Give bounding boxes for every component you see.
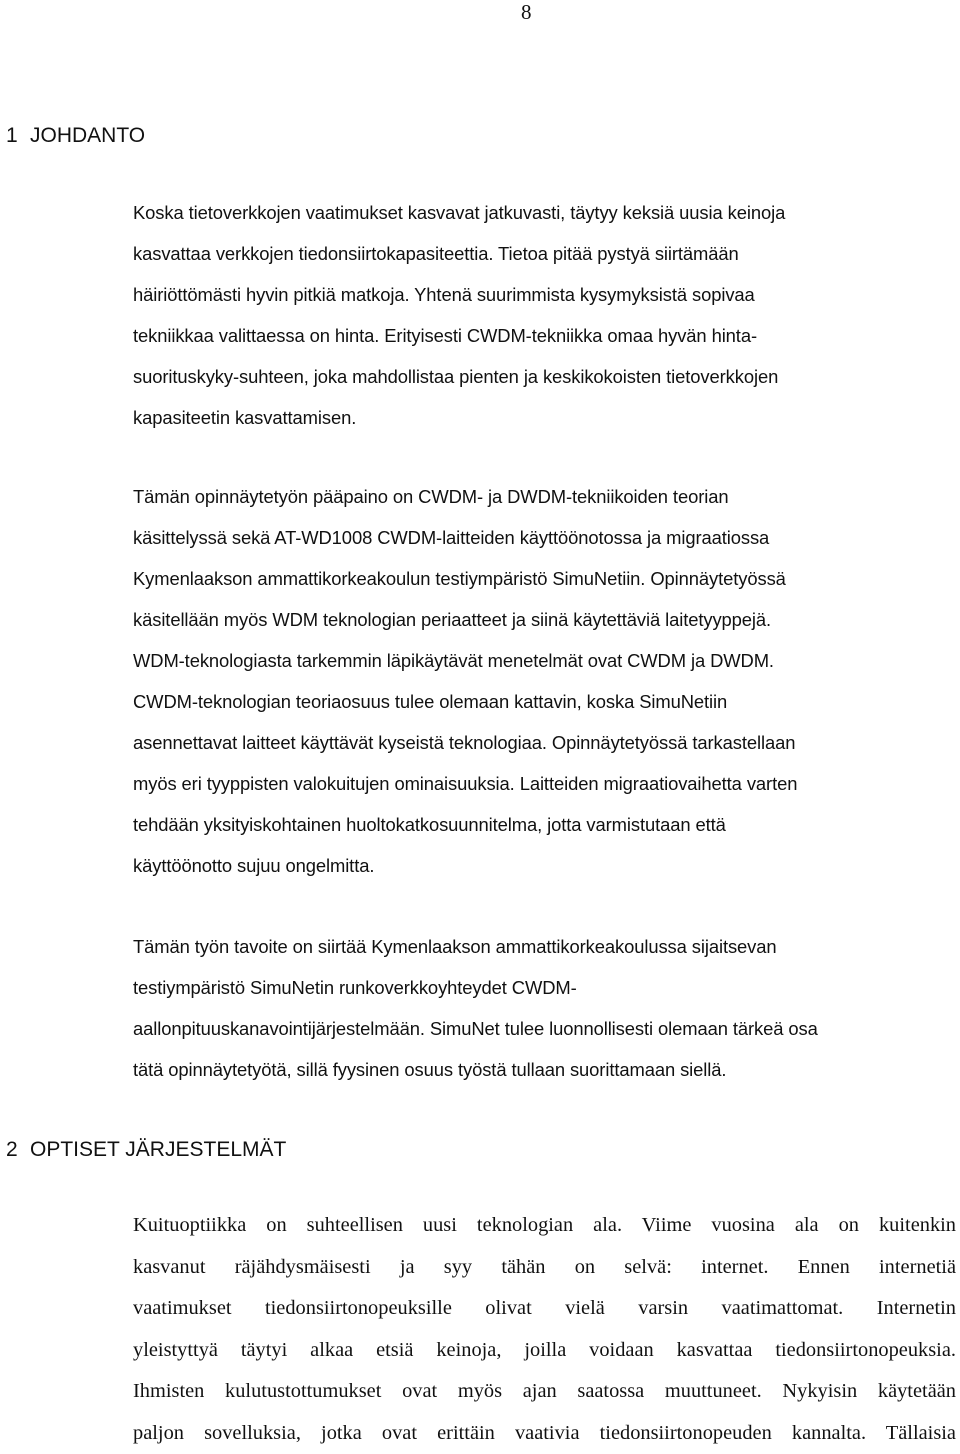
- text-line: myös eri tyyppisten valokuitujen ominaisuuksia. Laitteiden migraatiovaihetta varten: [133, 763, 797, 804]
- page-number: 8: [521, 2, 532, 23]
- section-number: 2: [6, 1139, 30, 1160]
- section-heading-2: [6, 1139, 286, 1160]
- text-line: kapasiteetin kasvattamisen.: [133, 397, 785, 438]
- text-line: käsittelyssä sekä AT-WD1008 CWDM-laitteiden käyttöönotossa ja migraatiossa: [133, 517, 797, 558]
- text-line: Tämän työn tavoite on siirtää Kymenlaakson ammattikorkeakoulussa sijaitsevan: [133, 926, 818, 967]
- text-line: käsitellään myös WDM teknologian periaatteet ja siinä käytettäviä laitetyyppejä.: [133, 599, 797, 640]
- paragraph-4: [133, 1205, 956, 1454]
- text-line: Tämän opinnäytetyön pääpaino on CWDM- ja DWDM-tekniikoiden teorian: [133, 476, 797, 517]
- section-title: JOHDANTO: [30, 124, 145, 147]
- section-heading-1: [6, 125, 145, 146]
- text-line: paljon sovelluksia, jotka ovat erittäin vaativia tiedonsiirtonopeuden kannalta. Tällaisia: [133, 1413, 956, 1454]
- paragraph-3: [133, 926, 818, 1090]
- paragraph-1: [133, 192, 785, 438]
- text-line: WDM-teknologiasta tarkemmin läpikäytävät menetelmät ovat CWDM ja DWDM.: [133, 640, 797, 681]
- text-line: suorituskyky-suhteen, joka mahdollistaa pienten ja keskikokoisten tietoverkkojen: [133, 356, 785, 397]
- text-line: Ihmisten kulutustottumukset ovat myös ajan saatossa muuttuneet. Nykyisin käytetään: [133, 1371, 956, 1413]
- text-line: asennettavat laitteet käyttävät kyseistä teknologiaa. Opinnäytetyössä tarkastellaan: [133, 722, 797, 763]
- text-line: tätä opinnäytetyötä, sillä fyysinen osuus työstä tullaan suorittamaan siellä.: [133, 1049, 818, 1090]
- text-line: yleistyttyä täytyi alkaa etsiä keinoja, joilla voidaan kasvattaa tiedonsiirtonopeuksia.: [133, 1330, 956, 1372]
- paragraph-2: [133, 476, 797, 886]
- section-number: 1: [6, 125, 30, 146]
- text-line: kasvanut räjähdysmäisesti ja syy tähän on selvä: internet. Ennen internetiä: [133, 1247, 956, 1289]
- text-line: kasvattaa verkkojen tiedonsiirtokapasiteettia. Tietoa pitää pystyä siirtämään: [133, 233, 785, 274]
- text-line: aallonpituuskanavointijärjestelmään. SimuNet tulee luonnollisesti olemaan tärkeä osa: [133, 1008, 818, 1049]
- text-line: Kymenlaakson ammattikorkeakoulun testiympäristö SimuNetiin. Opinnäytetyössä: [133, 558, 797, 599]
- text-line: tehdään yksityiskohtainen huoltokatkosuunnitelma, jotta varmistutaan että: [133, 804, 797, 845]
- text-line: CWDM-teknologian teoriaosuus tulee olemaan kattavin, koska SimuNetiin: [133, 681, 797, 722]
- section-title: OPTISET JÄRJESTELMÄT: [30, 1138, 286, 1161]
- text-line: vaatimukset tiedonsiirtonopeuksille olivat vielä varsin vaatimattomat. Internetin: [133, 1288, 956, 1330]
- text-line: Kuituoptiikka on suhteellisen uusi teknologian ala. Viime vuosina ala on kuitenkin: [133, 1205, 956, 1247]
- text-line: testiympäristö SimuNetin runkoverkkoyhteydet CWDM-: [133, 967, 818, 1008]
- text-line: tekniikkaa valittaessa on hinta. Erityisesti CWDM-tekniikka omaa hyvän hinta-: [133, 315, 785, 356]
- text-line: käyttöönotto sujuu ongelmitta.: [133, 845, 797, 886]
- text-line: häiriöttömästi hyvin pitkiä matkoja. Yhtenä suurimmista kysymyksistä sopivaa: [133, 274, 785, 315]
- text-line: Koska tietoverkkojen vaatimukset kasvavat jatkuvasti, täytyy keksiä uusia keinoja: [133, 192, 785, 233]
